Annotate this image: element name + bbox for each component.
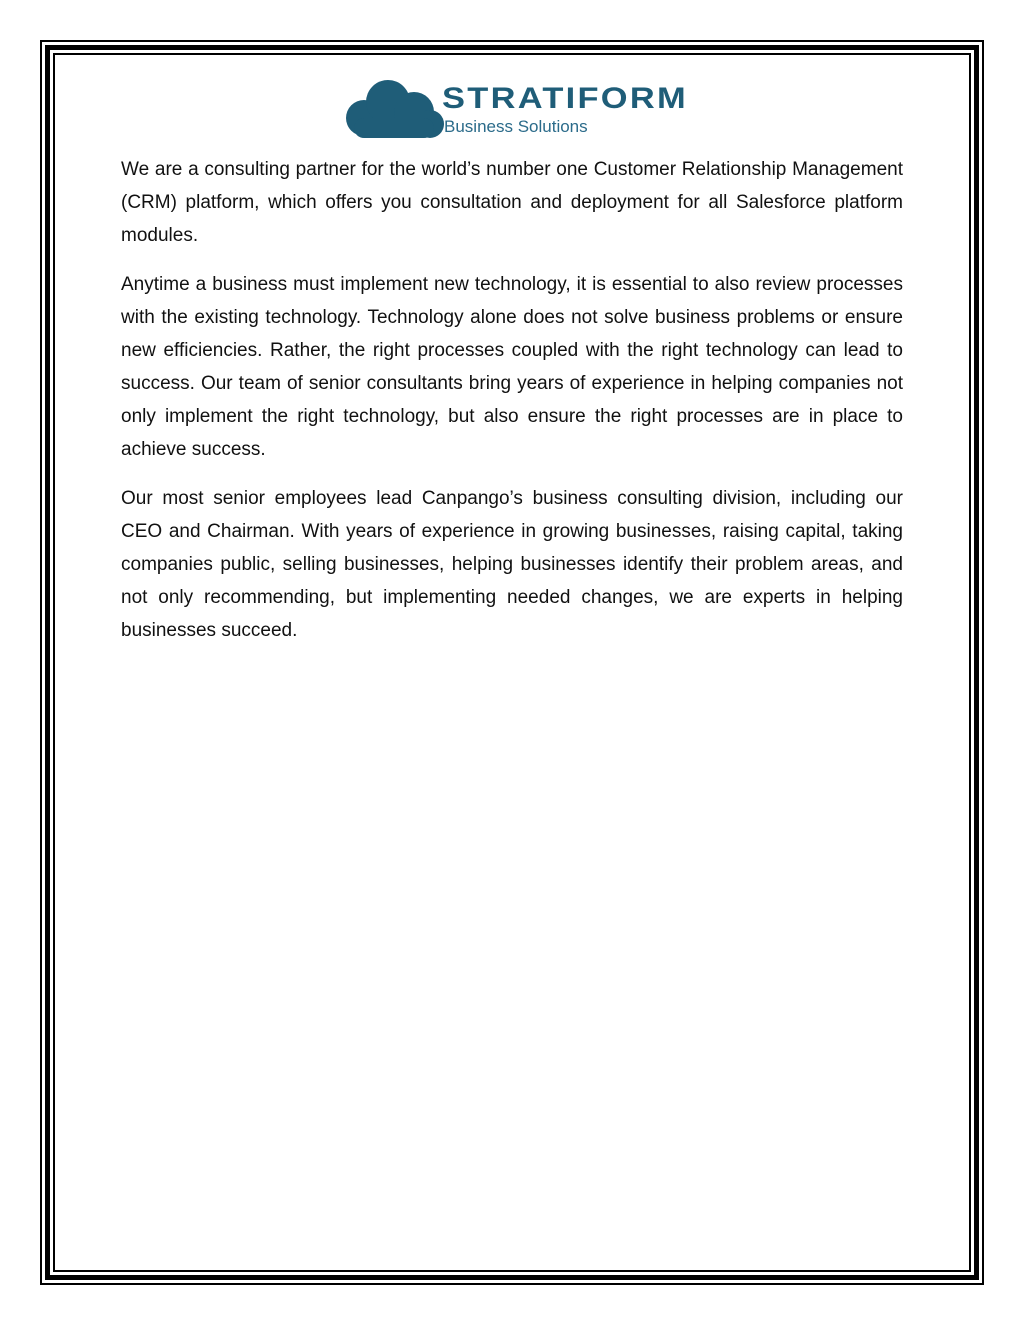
cloud-icon xyxy=(346,80,444,138)
paragraph-leadership: Our most senior employees lead Canpango’s business consulting division, including our CEO and Chairman. With years of experience in growing businesses, raising capital, taking companies public, selling businesses, helping businesses identify their problem areas, and not only recommending, but implementing needed changes, we are experts in helping businesses succeed. xyxy=(121,488,903,641)
logo-wordmark: STRATIFORM xyxy=(442,82,688,115)
logo-tagline: Business Solutions xyxy=(444,117,588,136)
body-text xyxy=(121,153,903,663)
paragraph-process: Anytime a business must implement new technology, it is essential to also review processes with the existing technology. Technology alone does not solve business problems or ensure new efficiencies. Rather, the right processes coupled with the right technology can lead to success. Our team of senior consultants bring years of experience in helping companies not only implement the right technology, but also ensure the right processes are in place to achieve success. xyxy=(121,274,903,460)
company-logo xyxy=(334,78,694,142)
paragraph-intro: We are a consulting partner for the world’s number one Customer Relationship Management (CRM) platform, which offers you consultation and deployment for all Salesforce platform modules. xyxy=(121,159,903,246)
